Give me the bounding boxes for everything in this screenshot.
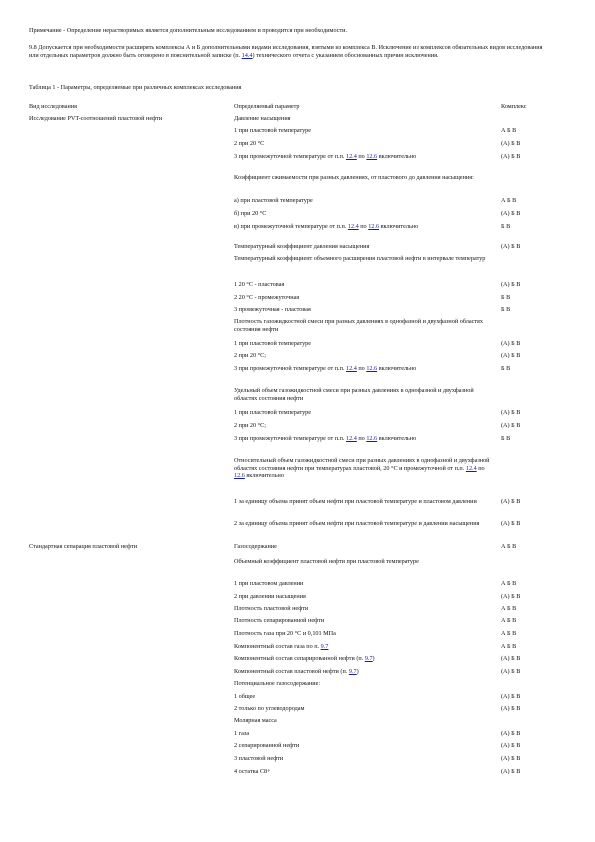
cell-parameter: б) при 20 °С (234, 210, 267, 217)
cell-parameter: 2 20 °С - промежуточная (234, 294, 300, 301)
cell-parameter: Газосодержание (234, 543, 277, 550)
cell-parameter: Плотность сепарированной нефти (234, 617, 325, 624)
cell-complex: (А) Б В (501, 352, 521, 359)
cell-parameter: Молярная масса (234, 717, 277, 724)
cell-parameter: 1 при пластовой температуре (234, 127, 312, 134)
reference-link[interactable]: 9.7 (348, 668, 357, 675)
cell-complex: А Б В (501, 543, 517, 550)
cell-parameter: 1 газа (234, 730, 250, 737)
cell-parameter: Потенциальное газосодержание: (234, 680, 321, 687)
reference-link[interactable]: 12.4 (347, 223, 359, 230)
table-title: Таблица 1 - Параметры, определяемые при различных комплексах исследования (29, 84, 242, 91)
reference-link[interactable]: 12.6 (234, 472, 245, 480)
cell-research-type: Стандартная сепарация пластовой нефти (29, 543, 138, 550)
table-header-complex: Комплекс (501, 103, 527, 110)
cell-parameter: 1 при пластовой температуре (234, 340, 312, 347)
reference-link[interactable]: 12.6 (366, 153, 378, 160)
cell-parameter: Температурный коэффициент объемного расширения пластовой нефти в интервале температур (234, 255, 486, 262)
cell-parameter: 2 только по углеводородам (234, 705, 305, 712)
cell-complex: (А) Б В (501, 668, 521, 675)
cell-parameter: 3 при промежуточной температуре от п.п. 12.4 по 12.6 включительно (234, 435, 417, 442)
cell-complex: (А) Б В (501, 768, 521, 775)
cell-parameter: 1 при пластовой температуре (234, 409, 312, 416)
cell-parameter: в) при промежуточной температуре от п.п. 12.4 по 12.6 включительно (234, 223, 419, 230)
cell-complex: А Б В (501, 580, 517, 587)
cell-parameter: Объемный коэффициент пластовой нефти при пластовой температуре (234, 558, 419, 565)
cell-complex: (А) Б В (501, 755, 521, 762)
reference-link[interactable]: 12.6 (368, 223, 380, 230)
cell-parameter: Давление насыщения (234, 115, 291, 122)
note-text: Примечание - Определение нерастворимых является дополнительным исследованием и проводится при необходимости. (29, 27, 348, 34)
cell-parameter: Коэффициент сжимаемости при разных давлениях, от пластового до давления насыщения: (234, 174, 474, 181)
cell-complex: Б В (501, 306, 511, 313)
cell-parameter: 3 пластовой нефти (234, 755, 284, 762)
cell-complex: Б В (501, 223, 511, 230)
table-header-type: Вид исследования (29, 103, 77, 110)
cell-parameter: 1 20 °С - пластовая (234, 281, 285, 288)
cell-complex: А Б В (501, 605, 517, 612)
paragraph-text-end: ) технического отчета с указанием обоснованных причин исключения. (252, 52, 439, 60)
cell-parameter: 3 промежуточная - пластовая (234, 306, 311, 313)
cell-complex: (А) Б В (501, 693, 521, 700)
cell-complex: (А) Б В (501, 210, 521, 217)
cell-parameter: Относительный объем газожидкостной смеси при разных давлениях в однофазной и двухфазной областях состояния нефти при температурах пластовой, 20 °С и промежуточной от п.п. 12.4 по 12.6 включительно (234, 457, 490, 480)
cell-parameter: 3 при промежуточной температуре от п.п. 12.4 по 12.6 включительно (234, 365, 417, 372)
cell-parameter: Удельный объем газожидкостной смеси при разных давлениях в однофазной и двухфазной областях состояния нефти (234, 387, 474, 402)
cell-complex: (А) Б В (501, 340, 521, 347)
cell-complex: А Б В (501, 617, 517, 624)
cell-complex: Б В (501, 365, 511, 372)
cell-complex: (А) Б В (501, 409, 521, 416)
cell-parameter: 2 при 20 °С (234, 140, 265, 147)
cell-parameter: 2 сепарированной нефти (234, 742, 300, 749)
reference-link[interactable]: 12.4 (345, 153, 357, 160)
cell-complex: (А) Б В (501, 730, 521, 737)
reference-link[interactable]: 12.6 (366, 365, 378, 372)
cell-parameter: Температурный коэффициент давления насыщения (234, 243, 370, 250)
cell-parameter: Компонентный состав сепарированной нефти (п. 9.7) (234, 655, 375, 662)
cell-complex: (А) Б В (501, 705, 521, 712)
cell-parameter: 1 за единицу объема принят объем нефти при пластовой температуре и пластовом давлении (234, 498, 477, 505)
cell-parameter: 2 при 20 °С; (234, 422, 266, 429)
cell-complex: (А) Б В (501, 243, 521, 250)
cell-complex: (А) Б В (501, 281, 521, 288)
reference-link[interactable]: 12.4 (465, 464, 477, 472)
cell-parameter: а) при пластовой температуре (234, 197, 313, 204)
cell-complex: (А) Б В (501, 153, 521, 160)
cell-complex: (А) Б В (501, 140, 521, 147)
cell-parameter: 1 общее (234, 693, 256, 700)
cell-complex: (А) Б В (501, 742, 521, 749)
cell-complex: А Б В (501, 197, 517, 204)
reference-link[interactable]: 9.7 (364, 655, 373, 662)
cell-complex: (А) Б В (501, 422, 521, 429)
cell-parameter: Плотность газожидкостной смеси при разных давлениях в однофазной и двухфазной областях состояния нефти (234, 318, 483, 333)
cell-parameter: Плотность пластовой нефти (234, 605, 309, 612)
cell-parameter: 2 при давлении насыщения (234, 593, 306, 600)
cell-research-type: Исследование PVT-соотношений пластовой нефти (29, 115, 163, 122)
cell-parameter: 3 при промежуточной температуре от п.п. 12.4 по 12.6 включительно (234, 153, 417, 160)
cell-parameter: Компонентный состав газа по п. 9.7 (234, 643, 329, 650)
cell-complex: Б В (501, 435, 511, 442)
paragraph-text-start: 9.8 Допускается при необходимости расширять комплексы А и Б дополнительными видами исследования, взятыми из комплекса В. Исключение из комплексов обязательных видов исследования или отдельных параметров должно быть оговорено в пояснительной записке (п. (29, 44, 543, 60)
cell-parameter: 2 при 20 °С; (234, 352, 266, 359)
cell-parameter: Компонентный состав пластовой нефти (п. 9.7) (234, 668, 359, 675)
reference-link[interactable]: 9.7 (320, 643, 329, 650)
cell-complex: (А) Б В (501, 498, 521, 505)
cell-complex: (А) Б В (501, 655, 521, 662)
reference-link-14-4[interactable]: 14.4 (241, 52, 253, 60)
cell-complex: А Б В (501, 643, 517, 650)
cell-complex: А Б В (501, 630, 517, 637)
reference-link[interactable]: 12.4 (345, 365, 357, 372)
cell-complex: (А) Б В (501, 520, 521, 527)
cell-parameter: 2 за единицу объема принят объем нефти при пластовой температуре и давлении насыщения (234, 520, 480, 527)
reference-link[interactable]: 12.6 (366, 435, 378, 442)
cell-parameter: Плотность газа при 20 °С и 0,101 МПа (234, 630, 336, 637)
cell-complex: А Б В (501, 127, 517, 134)
cell-complex: Б В (501, 294, 511, 301)
cell-parameter: 1 при пластовом давлении (234, 580, 304, 587)
cell-complex: (А) Б В (501, 593, 521, 600)
reference-link[interactable]: 12.4 (345, 435, 357, 442)
paragraph-9-8 (29, 44, 549, 61)
table-header-parameter: Определяемый параметр (234, 103, 300, 110)
cell-parameter: 4 остатка С8+ (234, 768, 271, 775)
